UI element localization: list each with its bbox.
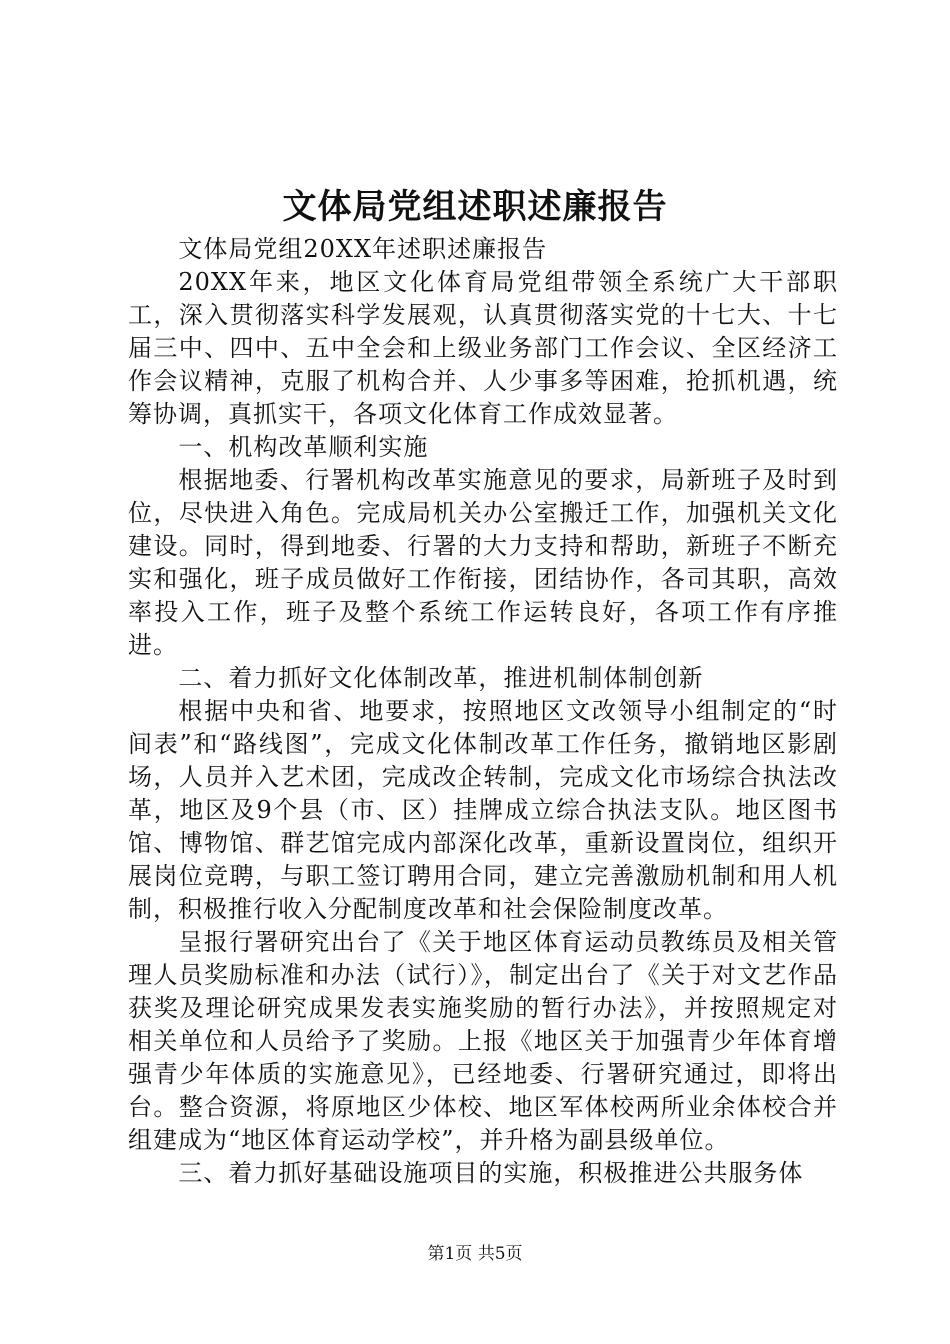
document-title: 文体局党组述职述廉报告 <box>282 187 668 227</box>
section-heading-3: 三、着力抓好基础设施项目的实施，积极推进公共服务体 <box>178 1159 804 1187</box>
document-body <box>128 233 838 1190</box>
subtitle-paragraph: 文体局党组20XX年述职述廉报告 <box>178 235 548 263</box>
section-2-paragraph-2: 呈报行署研究出台了《关于地区体育运动员教练员及相关管理人员奖励标准和办法（试行）》，制定出台了《关于对文艺作品获奖及理论研究成果发表实施奖励的暂行办法》，并按照规定对相关单位和人员给予了奖励。上报《地区关于加强青少年体育增强青少年体质的实施意见》，已经地委、行署研究通过，即将出台。整合资源，将原地区少体校、地区军体校两所业余体校合并组建成为“地区体育运动学校”，并升格为副县级单位。 <box>128 928 838 1154</box>
section-2-paragraph-1: 根据中央和省、地要求，按照地区文改领导小组制定的“时间表”和“路线图”，完成文化体制改革工作任务，撤销地区影剧场，人员并入艺术团，完成改企转制，完成文化市场综合执法改革，地区及9个县（市、区）挂牌成立综合执法支队。地区图书馆、博物馆、群艺馆完成内部深化改革，重新设置岗位，组织开展岗位竞聘，与职工签订聘用合同，建立完善激励机制和用人机制，积极推行收入分配制度改革和社会保险制度改革。 <box>128 697 838 923</box>
section-heading-1: 一、机构改革顺利实施 <box>178 433 429 461</box>
section-heading-2: 二、着力抓好文化体制改革，推进机制体制创新 <box>178 664 704 692</box>
intro-paragraph: 20XX年来，地区文化体育局党组带领全系统广大干部职工，深入贯彻落实科学发展观，认真贯彻落实党的十七大、十七届三中、四中、五中全会和上级业务部门工作会议、全区经济工作会议精神，克服了机构合并、人少事多等困难，抢抓机遇，统筹协调，真抓实干，各项文化体育工作成效显著。 <box>128 268 838 428</box>
section-1-paragraph: 根据地委、行署机构改革实施意见的要求，局新班子及时到位，尽快进入角色。完成局机关办公室搬迁工作，加强机关文化建设。同时，得到地委、行署的大力支持和帮助，新班子不断充实和强化，班子成员做好工作衔接，团结协作，各司其职，高效率投入工作，班子及整个系统工作运转良好，各项工作有序推进。 <box>128 466 838 659</box>
page-number-footer: 第1页 共5页 <box>427 1244 523 1264</box>
